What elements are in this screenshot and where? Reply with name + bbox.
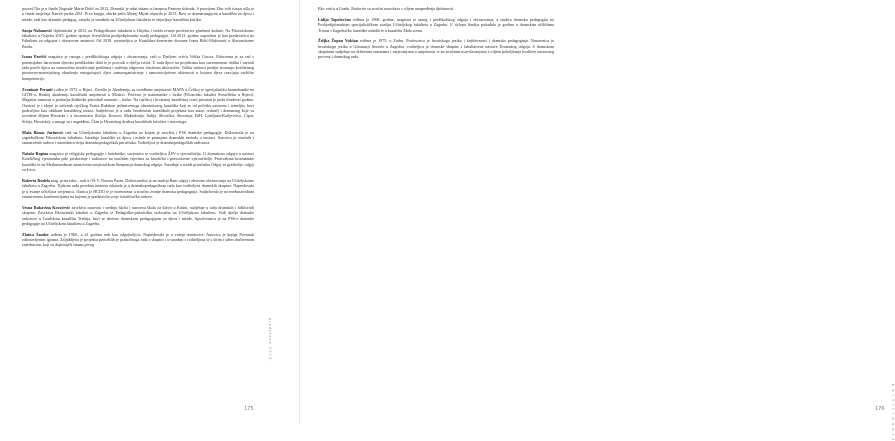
bio-paragraph xyxy=(22,54,254,81)
bio-name: Ivana Pavičić xyxy=(22,54,47,60)
bio-paragraph xyxy=(318,17,554,33)
left-page xyxy=(0,0,300,424)
bio-text: rođen je 1973. u Rijeci. Završio je Akademiju za izvedbene umjetnosti MAPA u Češkoj te specijalistiku biomehanike na GITIS-u, Ruskoj akademiji kazališnih umjetnosti u Moskvi. Profesor je matematike i fizike (Filozofski fakultet Sveučilišta u Rijeci). Magistar znanosti u području didaktike prirodnih znanosti – fizike. Na riječkoj i hrvatskoj kazališnoj sceni prisutan je podu dvadeset godina. Osnivač je i idejni je začetnik riječkog Teatra Rubikon jedinstvenoga alternativnog kazališta koji se od početka sustavno i temeljito bavi područjem kao oblikom kazališnog izraza. Sudjelovao je u radu četrdesetak kazališnih projekata kao autor, redatelj i dramaturg koje su izvedene diljem Hrvatske i u inozemstvu (Italija, Kosovo, Makedonija, Italija, Slovačka, Slovenija, BiH, Ljubljanu-Kraljevstvo, Cipar, Srbija, Hrvatska), a mnogi su i nagrađeni. Član je Hrvatskog društva kazališnih kritičara i teatrologa. xyxy=(22,86,255,124)
bio-text: rođena je 1968. godine, magistra je ranog i predškolskog odgoja i obrazovanja, a studira dramsku pedagogiju na Poslijediplomskom specijalističkom studiju Učiteljskog fakulteta u Zagrebu. U sklopu Studija pohađala je godinu u dramskim učilištima Trisme i Zagrebačko kazalište mladih te u kazalištu Mala scena. xyxy=(318,16,555,33)
bio-paragraph xyxy=(22,205,254,226)
right-column xyxy=(318,6,554,65)
bio-name: Željka Župan Vukšan xyxy=(318,38,358,44)
bio-paragraph xyxy=(22,232,254,248)
bio-paragraph: Eko vrtića u Gradu. Radovite su stručni usavršava s ciljem unapređenja djelatnosti. xyxy=(318,6,455,11)
bio-paragraph xyxy=(22,28,254,49)
bio-name: Vesna Rukavina Kovačević xyxy=(22,204,71,210)
bio-paragraph xyxy=(22,178,254,199)
page-number: 176 xyxy=(875,406,885,412)
left-column xyxy=(22,6,254,253)
bio-text: mag. prim.educ., radi u OŠ V. Nazora Pazin. Doktorandica je na studiju Rani odgoj i obvezno obrazovanje na Učiteljskome fakultetu u Zagrebu. Tijekom rada posebnu interesu iskazala je u dramskopedagoškom radu kao voditeljica dramskih skupina. Napredovala je u zvanje učiteljica savjetnica, članica je HCDO te je imenovana u stručno zvanje dramska pedagoginja. Sudjelovala je na međunarodnim znanstvenim konferencijama na kojima je predstavila svoje istraživačke radove. xyxy=(22,177,254,199)
running-header: p a r t i c i p a n t s xyxy=(891,384,895,441)
running-header: predstave 2010. xyxy=(268,318,272,363)
bio-text: diplomirala je 2012. na Pedagoškome fakultetu u Osijeku i stekla zvanje profesorice glazbene kulture. Na Filozofskome fakultetu u Osijeku 2015. godine upisuje Sveučilišni poslijediplomski studij pedagogije. Od 2013. godine zaposlena je kao predavačica na Fakultetu za odgojne i obrazovne znanosti. Od 2018. ravnateljica je Kazališno-koncertne dvorane Ivana Brlić-Mažuranić u Slavonskome Brodu. xyxy=(22,27,254,49)
bio-name: Maša Rimac Jurinović xyxy=(22,129,64,135)
bio-name: Zlatica Šandor xyxy=(22,231,49,237)
bio-text: magistra je religijske pedagogije i katehetike, savjetnica te voditeljica ŽSV-a vjeroučitelja. O dramskom odgoju u nastavi Katoličkog vjeronauka piše predavanje i radionice na stručnim vijećima za katoličke i pravoslavne vjeroučitelje. Festivalima krizmanske kazalište te na Međunarodnom znanstveno-umjetničkom Simpoziju dramskog odgoja. Surađuje u izradi priručnika Odgoj za graditelje, odgoj za život. xyxy=(22,151,254,173)
bio-paragraph: pozori[?]ta je u finale Nagrade Marin Držić za 2012. Dramski je tekst tekam u časopisu Fantom slobode. S poezijom Zbir tvih istrazi ušla je u finale natječaja Natreb jezika 2011. Prva knjiga, zbirka priča Mozaj Mijda objavila je 2013. Bavi se dramatizagijom u kazalištu za djecu i mlade, radi kao dramski pedagog, vanjski je suradnik na Učiteljskom fakultetu te objavljuje kazališnu kritiku. xyxy=(22,6,254,22)
bio-name: Nataša Rogina xyxy=(22,151,48,157)
bio-text: rođena je 1960., a 41 godinu radi kao odgojiteljica. Napredovala je u zvanje mentorice. Autorica je knjige Povratak zaboravljenim igrama. Zaljubljena je projektu protožilih je praktičnoga rada s skupini i u suradnji s roditeljima te s širim i užim društvenom zajednicom, koji su doprinijeli stanau prvog xyxy=(22,231,254,248)
bio-text: magistra je ranoga i predškolskoga odgoja i obrazovanja, radi u Dječjem vrtiću Velika Gorica. Educirana je za rad s potencijalno darovitom djecom predškolske dobi te je provodi u dječju vrtića. U radu djece na projektima kao suvremenom obliku i metodi rada potiče djecu na samostalno istraživanje problema i traženja odgovora vlastitom aktivnošću. Veliku važnost pridaje stvaranju kvalitetnog prostorno-materijalnog okruženja omogućujući djeci samoorganiziranje i samoinicijativne aktivnosti u kojima djeca razvijaju različite kompetencije. xyxy=(22,54,254,81)
bio-text: radi na Učiteljskome fakultetu u Zagrebu na kojem je završila i PSS dramske pedagogije. Doktorirala je na zagrebačkom Filozofskom fakultetu. Istražuje kazalište za djecu i mlade te promjenu dramskih metoda u nastavi. Autorica je stručnih i znanstvenih radova i suurednica dviju dramskopedagoških priručnika. Voditeljica je dramskopedagoških radionica. xyxy=(22,129,254,146)
right-page xyxy=(300,0,895,441)
bio-text: rođena je 1975. u Zadru. Profesorica je hrvatskoga jezika i književnosti i dramska pedagoginja. Nastavnica je hrvatskoga jezika u Gimnaziji Sesvete u Zagrebu, voditeljica je dramske skupine i fakultativne nastave Dramskog odgoja. S dramskom skupinom sudjeluje na državnim smotrama i natjecanjima u umjetnosti te na stručnim usavršavanjima s ciljem poboljšanja kvalitete nastavnog procesa i dramskog rada. xyxy=(318,38,554,60)
bio-paragraph xyxy=(318,38,554,59)
bio-name: Roberta Rudela xyxy=(22,177,50,183)
bio-paragraph xyxy=(22,130,254,146)
bio-paragraph xyxy=(22,151,254,172)
bio-name: Zvonimir Peranić xyxy=(22,86,54,92)
bio-paragraph xyxy=(22,87,254,124)
bio-name: Sanja Nuhanović xyxy=(22,27,53,33)
page-number: 175 xyxy=(244,406,254,412)
bio-name: Lidija Topolovčan xyxy=(318,16,351,22)
bio-text: završava osnovnu i srednju školu i osnovnu školu za klavir u Kutini, sudjeluje u radu dramskih i folklornih skupina. Završava Ekonomski fakultet u Zagrebu te Pedagoško-psihološku izobrazbu na Učiteljskom fakultetu. Vodi dječje dramske radionice u Gradskom kazalištu Trešnja, bavi se aktivno dramskom pedagogijom za djecu i mlade. Apsolventica je na PSS-u dramske pedagogije na Učiteljskom fakultetu u Zagrebu. xyxy=(22,204,254,226)
